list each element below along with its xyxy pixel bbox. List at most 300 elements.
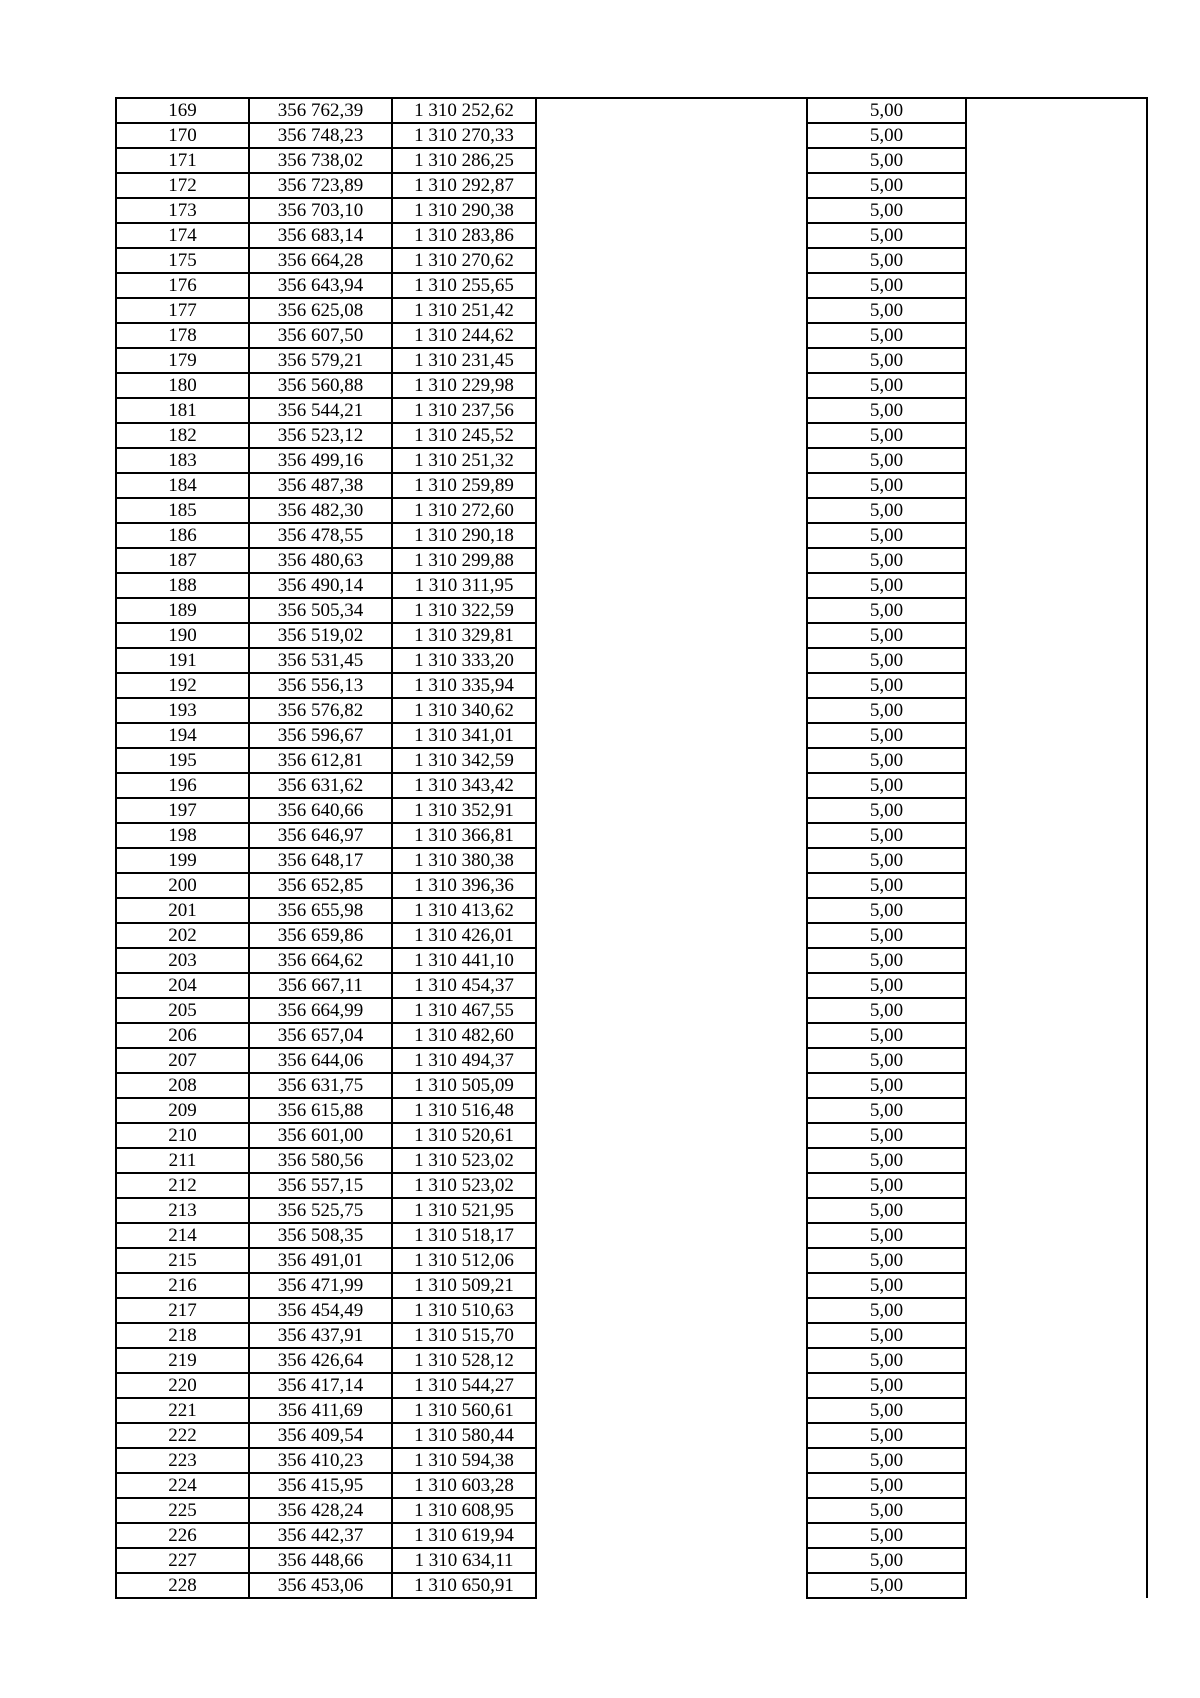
table-row [116, 1323, 1147, 1348]
point-number-cell: 200 [116, 873, 249, 898]
point-number-cell: 194 [116, 723, 249, 748]
point-number-cell: 225 [116, 1498, 249, 1523]
empty-cell [966, 1398, 1147, 1423]
table-row [116, 1498, 1147, 1523]
table-row [116, 1198, 1147, 1223]
point-number-cell: 176 [116, 273, 249, 298]
empty-cell [966, 948, 1147, 973]
x-coordinate-cell: 356 607,50 [249, 323, 392, 348]
empty-cell [536, 723, 807, 748]
y-coordinate-cell: 1 310 343,42 [392, 773, 536, 798]
table-row [116, 1173, 1147, 1198]
y-coordinate-cell: 1 310 292,87 [392, 173, 536, 198]
accuracy-cell: 5,00 [807, 498, 966, 523]
point-number-cell: 180 [116, 373, 249, 398]
empty-cell [536, 1523, 807, 1548]
empty-cell [536, 1098, 807, 1123]
x-coordinate-cell: 356 410,23 [249, 1448, 392, 1473]
x-coordinate-cell: 356 442,37 [249, 1523, 392, 1548]
empty-cell [536, 1548, 807, 1573]
x-coordinate-cell: 356 478,55 [249, 523, 392, 548]
empty-cell [966, 298, 1147, 323]
x-coordinate-cell: 356 523,12 [249, 423, 392, 448]
x-coordinate-cell: 356 505,34 [249, 598, 392, 623]
empty-cell [966, 1198, 1147, 1223]
point-number-cell: 191 [116, 648, 249, 673]
x-coordinate-cell: 356 454,49 [249, 1298, 392, 1323]
empty-cell [966, 523, 1147, 548]
accuracy-cell: 5,00 [807, 1073, 966, 1098]
empty-cell [966, 1373, 1147, 1398]
point-number-cell: 193 [116, 698, 249, 723]
empty-cell [536, 1248, 807, 1273]
y-coordinate-cell: 1 310 594,38 [392, 1448, 536, 1473]
empty-cell [966, 823, 1147, 848]
empty-cell [966, 1248, 1147, 1273]
accuracy-cell: 5,00 [807, 1573, 966, 1598]
x-coordinate-cell: 356 417,14 [249, 1373, 392, 1398]
table-row [116, 223, 1147, 248]
table-row [116, 1448, 1147, 1473]
empty-cell [966, 1298, 1147, 1323]
point-number-cell: 181 [116, 398, 249, 423]
empty-cell [966, 848, 1147, 873]
point-number-cell: 221 [116, 1398, 249, 1423]
y-coordinate-cell: 1 310 340,62 [392, 698, 536, 723]
table-row [116, 1298, 1147, 1323]
accuracy-cell: 5,00 [807, 773, 966, 798]
empty-cell [966, 173, 1147, 198]
point-number-cell: 219 [116, 1348, 249, 1373]
empty-cell [536, 323, 807, 348]
empty-cell [536, 1298, 807, 1323]
y-coordinate-cell: 1 310 251,32 [392, 448, 536, 473]
x-coordinate-cell: 356 525,75 [249, 1198, 392, 1223]
x-coordinate-cell: 356 557,15 [249, 1173, 392, 1198]
empty-cell [536, 1048, 807, 1073]
table-row [116, 748, 1147, 773]
empty-cell [966, 273, 1147, 298]
point-number-cell: 179 [116, 348, 249, 373]
table-row [116, 448, 1147, 473]
point-number-cell: 212 [116, 1173, 249, 1198]
point-number-cell: 203 [116, 948, 249, 973]
point-number-cell: 207 [116, 1048, 249, 1073]
y-coordinate-cell: 1 310 516,48 [392, 1098, 536, 1123]
empty-cell [536, 1423, 807, 1448]
empty-cell [966, 1573, 1147, 1598]
x-coordinate-cell: 356 471,99 [249, 1273, 392, 1298]
empty-cell [966, 723, 1147, 748]
x-coordinate-cell: 356 576,82 [249, 698, 392, 723]
point-number-cell: 182 [116, 423, 249, 448]
accuracy-cell: 5,00 [807, 1523, 966, 1548]
point-number-cell: 169 [116, 98, 249, 123]
point-number-cell: 209 [116, 1098, 249, 1123]
empty-cell [536, 273, 807, 298]
point-number-cell: 215 [116, 1248, 249, 1273]
y-coordinate-cell: 1 310 396,36 [392, 873, 536, 898]
point-number-cell: 206 [116, 1023, 249, 1048]
x-coordinate-cell: 356 631,75 [249, 1073, 392, 1098]
table-row [116, 848, 1147, 873]
table-row [116, 1473, 1147, 1498]
table-row [116, 148, 1147, 173]
y-coordinate-cell: 1 310 272,60 [392, 498, 536, 523]
empty-cell [536, 1573, 807, 1598]
empty-cell [966, 973, 1147, 998]
x-coordinate-cell: 356 612,81 [249, 748, 392, 773]
table-row [116, 1023, 1147, 1048]
y-coordinate-cell: 1 310 512,06 [392, 1248, 536, 1273]
x-coordinate-cell: 356 580,56 [249, 1148, 392, 1173]
accuracy-cell: 5,00 [807, 1323, 966, 1348]
y-coordinate-cell: 1 310 342,59 [392, 748, 536, 773]
y-coordinate-cell: 1 310 286,25 [392, 148, 536, 173]
table-row [116, 273, 1147, 298]
accuracy-cell: 5,00 [807, 1398, 966, 1423]
empty-cell [536, 248, 807, 273]
x-coordinate-cell: 356 664,62 [249, 948, 392, 973]
x-coordinate-cell: 356 643,94 [249, 273, 392, 298]
table-row [116, 1273, 1147, 1298]
table-row [116, 923, 1147, 948]
x-coordinate-cell: 356 482,30 [249, 498, 392, 523]
y-coordinate-cell: 1 310 237,56 [392, 398, 536, 423]
y-coordinate-cell: 1 310 270,62 [392, 248, 536, 273]
empty-cell [536, 173, 807, 198]
empty-cell [536, 1223, 807, 1248]
accuracy-cell: 5,00 [807, 748, 966, 773]
accuracy-cell: 5,00 [807, 1048, 966, 1073]
empty-cell [966, 748, 1147, 773]
accuracy-cell: 5,00 [807, 1248, 966, 1273]
point-number-cell: 187 [116, 548, 249, 573]
point-number-cell: 190 [116, 623, 249, 648]
point-number-cell: 224 [116, 1473, 249, 1498]
point-number-cell: 189 [116, 598, 249, 623]
table-row [116, 798, 1147, 823]
y-coordinate-cell: 1 310 523,02 [392, 1148, 536, 1173]
accuracy-cell: 5,00 [807, 698, 966, 723]
empty-cell [536, 973, 807, 998]
accuracy-cell: 5,00 [807, 1148, 966, 1173]
empty-cell [536, 1123, 807, 1148]
empty-cell [536, 423, 807, 448]
table-row [116, 373, 1147, 398]
table-row [116, 173, 1147, 198]
empty-cell [536, 673, 807, 698]
x-coordinate-cell: 356 683,14 [249, 223, 392, 248]
accuracy-cell: 5,00 [807, 323, 966, 348]
table-row [116, 1048, 1147, 1073]
empty-cell [536, 398, 807, 423]
accuracy-cell: 5,00 [807, 373, 966, 398]
y-coordinate-cell: 1 310 413,62 [392, 898, 536, 923]
empty-cell [536, 123, 807, 148]
point-number-cell: 211 [116, 1148, 249, 1173]
table-row [116, 648, 1147, 673]
y-coordinate-cell: 1 310 329,81 [392, 623, 536, 648]
y-coordinate-cell: 1 310 515,70 [392, 1323, 536, 1348]
coordinates-table [115, 97, 1148, 1599]
x-coordinate-cell: 356 738,02 [249, 148, 392, 173]
x-coordinate-cell: 356 519,02 [249, 623, 392, 648]
empty-cell [966, 548, 1147, 573]
x-coordinate-cell: 356 631,62 [249, 773, 392, 798]
empty-cell [536, 573, 807, 598]
y-coordinate-cell: 1 310 467,55 [392, 998, 536, 1023]
point-number-cell: 228 [116, 1573, 249, 1598]
point-number-cell: 226 [116, 1523, 249, 1548]
accuracy-cell: 5,00 [807, 1548, 966, 1573]
empty-cell [966, 1473, 1147, 1498]
x-coordinate-cell: 356 453,06 [249, 1573, 392, 1598]
accuracy-cell: 5,00 [807, 148, 966, 173]
x-coordinate-cell: 356 480,63 [249, 548, 392, 573]
x-coordinate-cell: 356 659,86 [249, 923, 392, 948]
y-coordinate-cell: 1 310 341,01 [392, 723, 536, 748]
empty-cell [966, 1023, 1147, 1048]
accuracy-cell: 5,00 [807, 623, 966, 648]
x-coordinate-cell: 356 490,14 [249, 573, 392, 598]
empty-cell [536, 1398, 807, 1423]
x-coordinate-cell: 356 487,38 [249, 473, 392, 498]
empty-cell [966, 573, 1147, 598]
empty-cell [966, 1423, 1147, 1448]
empty-cell [966, 1273, 1147, 1298]
point-number-cell: 198 [116, 823, 249, 848]
table-row [116, 523, 1147, 548]
empty-cell [536, 823, 807, 848]
point-number-cell: 218 [116, 1323, 249, 1348]
accuracy-cell: 5,00 [807, 1498, 966, 1523]
x-coordinate-cell: 356 646,97 [249, 823, 392, 848]
y-coordinate-cell: 1 310 244,62 [392, 323, 536, 348]
x-coordinate-cell: 356 723,89 [249, 173, 392, 198]
accuracy-cell: 5,00 [807, 1298, 966, 1323]
empty-cell [966, 223, 1147, 248]
y-coordinate-cell: 1 310 441,10 [392, 948, 536, 973]
point-number-cell: 195 [116, 748, 249, 773]
empty-cell [536, 923, 807, 948]
empty-cell [966, 623, 1147, 648]
table-row [116, 123, 1147, 148]
y-coordinate-cell: 1 310 322,59 [392, 598, 536, 623]
empty-cell [536, 298, 807, 323]
point-number-cell: 188 [116, 573, 249, 598]
accuracy-cell: 5,00 [807, 723, 966, 748]
x-coordinate-cell: 356 579,21 [249, 348, 392, 373]
table-row [116, 823, 1147, 848]
y-coordinate-cell: 1 310 231,45 [392, 348, 536, 373]
y-coordinate-cell: 1 310 259,89 [392, 473, 536, 498]
empty-cell [966, 473, 1147, 498]
y-coordinate-cell: 1 310 494,37 [392, 1048, 536, 1073]
point-number-cell: 222 [116, 1423, 249, 1448]
x-coordinate-cell: 356 657,04 [249, 1023, 392, 1048]
x-coordinate-cell: 356 409,54 [249, 1423, 392, 1448]
table-row [116, 898, 1147, 923]
empty-cell [966, 673, 1147, 698]
empty-cell [966, 1098, 1147, 1123]
empty-cell [536, 1448, 807, 1473]
empty-cell [966, 1223, 1147, 1248]
table-row [116, 998, 1147, 1023]
table-row [116, 1223, 1147, 1248]
empty-cell [536, 1348, 807, 1373]
empty-cell [966, 1123, 1147, 1148]
y-coordinate-cell: 1 310 270,33 [392, 123, 536, 148]
y-coordinate-cell: 1 310 520,61 [392, 1123, 536, 1148]
table-row [116, 1098, 1147, 1123]
point-number-cell: 214 [116, 1223, 249, 1248]
empty-cell [966, 123, 1147, 148]
x-coordinate-cell: 356 664,99 [249, 998, 392, 1023]
table-row [116, 473, 1147, 498]
y-coordinate-cell: 1 310 290,18 [392, 523, 536, 548]
empty-cell [536, 148, 807, 173]
accuracy-cell: 5,00 [807, 948, 966, 973]
x-coordinate-cell: 356 415,95 [249, 1473, 392, 1498]
empty-cell [966, 698, 1147, 723]
accuracy-cell: 5,00 [807, 573, 966, 598]
x-coordinate-cell: 356 491,01 [249, 1248, 392, 1273]
accuracy-cell: 5,00 [807, 973, 966, 998]
x-coordinate-cell: 356 556,13 [249, 673, 392, 698]
x-coordinate-cell: 356 544,21 [249, 398, 392, 423]
empty-cell [536, 448, 807, 473]
point-number-cell: 216 [116, 1273, 249, 1298]
accuracy-cell: 5,00 [807, 898, 966, 923]
accuracy-cell: 5,00 [807, 198, 966, 223]
accuracy-cell: 5,00 [807, 1348, 966, 1373]
accuracy-cell: 5,00 [807, 173, 966, 198]
point-number-cell: 204 [116, 973, 249, 998]
y-coordinate-cell: 1 310 299,88 [392, 548, 536, 573]
y-coordinate-cell: 1 310 290,38 [392, 198, 536, 223]
table-row [116, 248, 1147, 273]
y-coordinate-cell: 1 310 255,65 [392, 273, 536, 298]
empty-cell [966, 498, 1147, 523]
accuracy-cell: 5,00 [807, 798, 966, 823]
point-number-cell: 178 [116, 323, 249, 348]
table-row [116, 948, 1147, 973]
x-coordinate-cell: 356 640,66 [249, 798, 392, 823]
empty-cell [536, 1373, 807, 1398]
empty-cell [966, 998, 1147, 1023]
y-coordinate-cell: 1 310 229,98 [392, 373, 536, 398]
empty-cell [536, 223, 807, 248]
point-number-cell: 196 [116, 773, 249, 798]
x-coordinate-cell: 356 625,08 [249, 298, 392, 323]
x-coordinate-cell: 356 655,98 [249, 898, 392, 923]
table-row [116, 348, 1147, 373]
y-coordinate-cell: 1 310 311,95 [392, 573, 536, 598]
empty-cell [536, 498, 807, 523]
table-row [116, 1348, 1147, 1373]
y-coordinate-cell: 1 310 335,94 [392, 673, 536, 698]
table-row [116, 698, 1147, 723]
table-row [116, 1148, 1147, 1173]
empty-cell [966, 348, 1147, 373]
empty-cell [966, 773, 1147, 798]
empty-cell [966, 423, 1147, 448]
y-coordinate-cell: 1 310 454,37 [392, 973, 536, 998]
table-row [116, 1548, 1147, 1573]
point-number-cell: 183 [116, 448, 249, 473]
table-row [116, 623, 1147, 648]
table-row [116, 598, 1147, 623]
accuracy-cell: 5,00 [807, 648, 966, 673]
x-coordinate-cell: 356 748,23 [249, 123, 392, 148]
accuracy-cell: 5,00 [807, 1373, 966, 1398]
empty-cell [536, 1498, 807, 1523]
x-coordinate-cell: 356 762,39 [249, 98, 392, 123]
empty-cell [536, 998, 807, 1023]
accuracy-cell: 5,00 [807, 348, 966, 373]
y-coordinate-cell: 1 310 608,95 [392, 1498, 536, 1523]
table-row [116, 1248, 1147, 1273]
x-coordinate-cell: 356 615,88 [249, 1098, 392, 1123]
table-row [116, 773, 1147, 798]
x-coordinate-cell: 356 703,10 [249, 198, 392, 223]
empty-cell [966, 1523, 1147, 1548]
accuracy-cell: 5,00 [807, 398, 966, 423]
empty-cell [536, 1073, 807, 1098]
empty-cell [966, 648, 1147, 673]
table-row [116, 198, 1147, 223]
y-coordinate-cell: 1 310 521,95 [392, 1198, 536, 1223]
y-coordinate-cell: 1 310 510,63 [392, 1298, 536, 1323]
empty-cell [536, 373, 807, 398]
x-coordinate-cell: 356 601,00 [249, 1123, 392, 1148]
x-coordinate-cell: 356 644,06 [249, 1048, 392, 1073]
empty-cell [966, 1148, 1147, 1173]
accuracy-cell: 5,00 [807, 873, 966, 898]
x-coordinate-cell: 356 508,35 [249, 1223, 392, 1248]
empty-cell [536, 1173, 807, 1198]
empty-cell [966, 323, 1147, 348]
accuracy-cell: 5,00 [807, 98, 966, 123]
point-number-cell: 217 [116, 1298, 249, 1323]
empty-cell [536, 1023, 807, 1048]
point-number-cell: 199 [116, 848, 249, 873]
accuracy-cell: 5,00 [807, 248, 966, 273]
accuracy-cell: 5,00 [807, 848, 966, 873]
empty-cell [966, 1498, 1147, 1523]
accuracy-cell: 5,00 [807, 1423, 966, 1448]
point-number-cell: 213 [116, 1198, 249, 1223]
accuracy-cell: 5,00 [807, 1173, 966, 1198]
empty-cell [536, 1473, 807, 1498]
empty-cell [966, 398, 1147, 423]
y-coordinate-cell: 1 310 426,01 [392, 923, 536, 948]
point-number-cell: 208 [116, 1073, 249, 1098]
accuracy-cell: 5,00 [807, 998, 966, 1023]
table-row [116, 1523, 1147, 1548]
y-coordinate-cell: 1 310 380,38 [392, 848, 536, 873]
empty-cell [966, 373, 1147, 398]
y-coordinate-cell: 1 310 544,27 [392, 1373, 536, 1398]
table-row [116, 1398, 1147, 1423]
accuracy-cell: 5,00 [807, 923, 966, 948]
empty-cell [966, 898, 1147, 923]
point-number-cell: 186 [116, 523, 249, 548]
empty-cell [966, 798, 1147, 823]
empty-cell [966, 248, 1147, 273]
point-number-cell: 184 [116, 473, 249, 498]
